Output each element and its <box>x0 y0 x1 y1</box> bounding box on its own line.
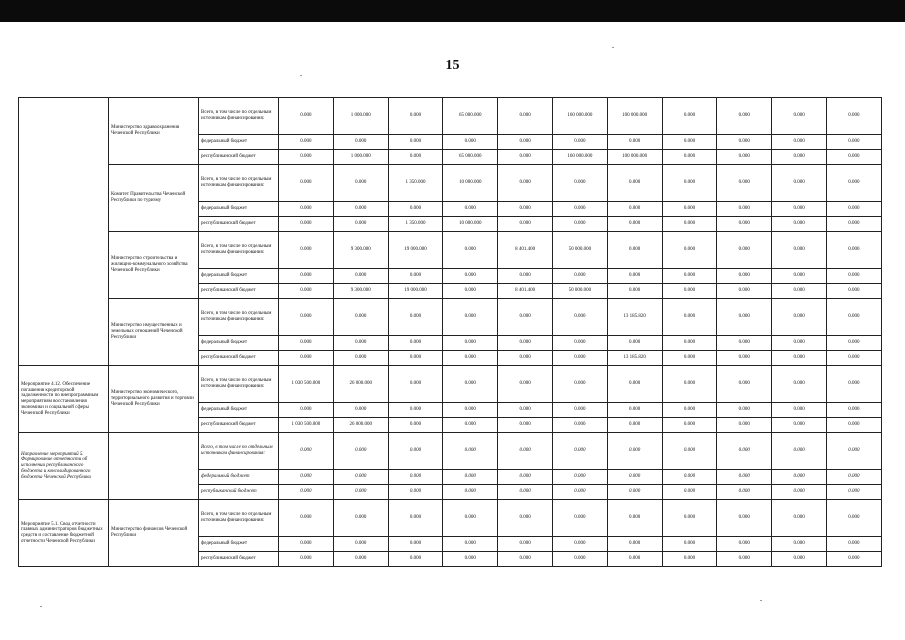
amount-cell: 26 000.000 <box>333 418 388 433</box>
amount-cell: 0.000 <box>498 366 553 403</box>
amount-cell: 0.000 <box>772 403 827 418</box>
amount-cell: 0.000 <box>826 217 881 232</box>
funding-source-cell: федеральный бюджет <box>199 135 279 150</box>
amount-cell: 13 185.820 <box>607 351 662 366</box>
amount-cell: 0.000 <box>388 98 443 135</box>
funding-source-cell: республиканский бюджет <box>199 418 279 433</box>
amount-cell: 65 000.000 <box>443 98 498 135</box>
amount-cell: 0.000 <box>607 403 662 418</box>
amount-cell: 0.000 <box>333 470 388 485</box>
funding-source-cell: республиканский бюджет <box>199 217 279 232</box>
amount-cell: 0.000 <box>388 418 443 433</box>
amount-cell: 0.000 <box>443 299 498 336</box>
amount-cell: 0.000 <box>443 269 498 284</box>
funding-source-cell: республиканский бюджет <box>199 150 279 165</box>
amount-cell: 0.000 <box>443 418 498 433</box>
amount-cell: 0.000 <box>772 485 827 500</box>
scan-speck <box>612 47 614 48</box>
amount-cell: 0.000 <box>388 403 443 418</box>
table-row <box>19 98 882 135</box>
amount-cell: 0.000 <box>826 552 881 567</box>
amount-cell: 1 350.000 <box>388 165 443 202</box>
amount-cell: 0.000 <box>333 165 388 202</box>
amount-cell: 0.000 <box>388 336 443 351</box>
amount-cell: 0.000 <box>388 269 443 284</box>
amount-cell: 0.000 <box>772 299 827 336</box>
amount-cell: 8 401.400 <box>498 284 553 299</box>
amount-cell: 0.000 <box>552 217 607 232</box>
amount-cell: 0.000 <box>662 433 717 470</box>
amount-cell: 0.000 <box>717 433 772 470</box>
amount-cell: 0.000 <box>498 552 553 567</box>
amount-cell: 0.000 <box>279 284 334 299</box>
amount-cell: 9 300.000 <box>333 284 388 299</box>
executor-cell: Министерство здравоохранения Чеченской Республики <box>109 98 199 165</box>
amount-cell: 0.000 <box>498 336 553 351</box>
amount-cell: 0.000 <box>498 165 553 202</box>
amount-cell: 0.000 <box>333 217 388 232</box>
amount-cell: 0.000 <box>279 500 334 537</box>
amount-cell: 0.000 <box>279 135 334 150</box>
amount-cell: 0.000 <box>388 552 443 567</box>
amount-cell: 0.000 <box>279 336 334 351</box>
amount-cell: 0.000 <box>717 165 772 202</box>
amount-cell: 100 000.000 <box>607 150 662 165</box>
amount-cell: 0.000 <box>607 165 662 202</box>
amount-cell: 0.000 <box>717 418 772 433</box>
amount-cell: 0.000 <box>388 150 443 165</box>
amount-cell: 0.000 <box>443 500 498 537</box>
amount-cell: 0.000 <box>498 418 553 433</box>
amount-cell: 0.000 <box>552 485 607 500</box>
amount-cell: 0.000 <box>717 299 772 336</box>
amount-cell: 0.000 <box>333 269 388 284</box>
amount-cell: 0.000 <box>552 433 607 470</box>
funding-source-cell: федеральный бюджет <box>199 269 279 284</box>
amount-cell: 0.000 <box>772 351 827 366</box>
amount-cell: 0.000 <box>662 299 717 336</box>
funding-source-cell: республиканский бюджет <box>199 552 279 567</box>
amount-cell: 0.000 <box>333 500 388 537</box>
amount-cell: 0.000 <box>443 485 498 500</box>
amount-cell: 0.000 <box>552 336 607 351</box>
amount-cell: 0.000 <box>772 202 827 217</box>
amount-cell: 0.000 <box>279 433 334 470</box>
amount-cell: 0.000 <box>826 418 881 433</box>
amount-cell: 0.000 <box>607 418 662 433</box>
funding-source-cell: федеральный бюджет <box>199 336 279 351</box>
amount-cell: 0.000 <box>498 485 553 500</box>
amount-cell: 0.000 <box>717 351 772 366</box>
amount-cell: 0.000 <box>333 299 388 336</box>
amount-cell: 0.000 <box>388 135 443 150</box>
amount-cell: 0.000 <box>826 470 881 485</box>
amount-cell: 0.000 <box>662 217 717 232</box>
amount-cell: 0.000 <box>333 135 388 150</box>
executor-cell: Министерство экономического, территориального развития и торговли Чеченской Республики <box>109 366 199 433</box>
funding-source-cell: республиканский бюджет <box>199 485 279 500</box>
amount-cell: 0.000 <box>443 232 498 269</box>
budget-table-body <box>19 98 882 567</box>
amount-cell: 0.000 <box>772 537 827 552</box>
amount-cell: 0.000 <box>662 351 717 366</box>
amount-cell: 0.000 <box>662 470 717 485</box>
amount-cell: 0.000 <box>443 135 498 150</box>
amount-cell: 0.000 <box>443 433 498 470</box>
amount-cell: 0.000 <box>552 299 607 336</box>
amount-cell: 0.000 <box>498 351 553 366</box>
amount-cell: 0.000 <box>772 150 827 165</box>
amount-cell: 0.000 <box>279 485 334 500</box>
amount-cell: 0.000 <box>662 150 717 165</box>
amount-cell: 0.000 <box>826 232 881 269</box>
amount-cell: 0.000 <box>552 403 607 418</box>
funding-source-cell: федеральный бюджет <box>199 470 279 485</box>
amount-cell: 13 185.820 <box>607 299 662 336</box>
amount-cell: 0.000 <box>607 552 662 567</box>
amount-cell: 0.000 <box>826 135 881 150</box>
amount-cell: 0.000 <box>498 202 553 217</box>
amount-cell: 0.000 <box>279 269 334 284</box>
amount-cell: 0.000 <box>279 202 334 217</box>
amount-cell: 0.000 <box>662 418 717 433</box>
amount-cell: 0.000 <box>717 150 772 165</box>
funding-source-cell: федеральный бюджет <box>199 537 279 552</box>
amount-cell: 0.000 <box>279 165 334 202</box>
amount-cell: 0.000 <box>279 98 334 135</box>
amount-cell: 0.000 <box>333 351 388 366</box>
amount-cell: 10 000.000 <box>443 217 498 232</box>
amount-cell: 0.000 <box>826 150 881 165</box>
amount-cell: 19 000.000 <box>388 284 443 299</box>
amount-cell: 0.000 <box>717 537 772 552</box>
amount-cell: 0.000 <box>443 202 498 217</box>
amount-cell: 1 030 500.000 <box>279 366 334 403</box>
amount-cell: 160 000.000 <box>552 150 607 165</box>
amount-cell: 1 000.000 <box>333 98 388 135</box>
amount-cell: 0.000 <box>772 366 827 403</box>
amount-cell: 0.000 <box>662 284 717 299</box>
amount-cell: 0.000 <box>388 485 443 500</box>
scan-speck <box>300 75 302 76</box>
amount-cell: 0.000 <box>607 217 662 232</box>
amount-cell: 0.000 <box>552 470 607 485</box>
amount-cell: 0.000 <box>279 351 334 366</box>
amount-cell: 0.000 <box>498 500 553 537</box>
executor-cell: Министерство финансов Чеченской Республики <box>109 500 199 567</box>
amount-cell: 100 000.000 <box>607 98 662 135</box>
amount-cell: 0.000 <box>772 336 827 351</box>
amount-cell: 0.000 <box>772 500 827 537</box>
funding-source-cell: Всего, в том числе по отдельным источникам финансирования: <box>199 232 279 269</box>
amount-cell: 0.000 <box>717 485 772 500</box>
funding-source-cell: Всего, в том числе по отдельным источникам финансирования: <box>199 98 279 135</box>
amount-cell: 0.000 <box>772 418 827 433</box>
amount-cell: 0.000 <box>607 269 662 284</box>
amount-cell: 50 000.000 <box>552 232 607 269</box>
amount-cell: 1 350.000 <box>388 217 443 232</box>
amount-cell: 0.000 <box>826 500 881 537</box>
table-row <box>19 165 882 202</box>
amount-cell: 0.000 <box>388 500 443 537</box>
amount-cell: 0.000 <box>717 269 772 284</box>
activity-cell: Направление мероприятий 5. Формирование отчетности об исполнении республиканского бюджета и консолидированного бюджета Чеченской Республики <box>19 433 109 500</box>
amount-cell: 0.000 <box>443 552 498 567</box>
amount-cell: 0.000 <box>826 537 881 552</box>
amount-cell: 0.000 <box>607 366 662 403</box>
amount-cell: 0.000 <box>717 336 772 351</box>
scan-top-bar <box>0 0 905 22</box>
amount-cell: 0.000 <box>333 537 388 552</box>
amount-cell: 0.000 <box>388 351 443 366</box>
amount-cell: 0.000 <box>388 202 443 217</box>
amount-cell: 0.000 <box>443 336 498 351</box>
amount-cell: 0.000 <box>607 485 662 500</box>
table-row <box>19 299 882 336</box>
amount-cell: 0.000 <box>826 485 881 500</box>
amount-cell: 0.000 <box>717 403 772 418</box>
amount-cell: 0.000 <box>607 284 662 299</box>
amount-cell: 0.000 <box>498 269 553 284</box>
amount-cell: 0.000 <box>717 98 772 135</box>
scan-speck <box>40 606 42 607</box>
amount-cell: 0.000 <box>443 366 498 403</box>
amount-cell: 0.000 <box>662 135 717 150</box>
amount-cell: 0.000 <box>772 217 827 232</box>
amount-cell: 0.000 <box>388 299 443 336</box>
activity-cell: Мероприятие 5.1. Свод отчетности главных администраторов бюджетных средств и составление бюджетной отчетности Чеченской Республики <box>19 500 109 567</box>
amount-cell: 50 000.000 <box>552 284 607 299</box>
amount-cell: 0.000 <box>443 470 498 485</box>
amount-cell: 26 000.000 <box>333 366 388 403</box>
amount-cell: 0.000 <box>826 269 881 284</box>
amount-cell: 0.000 <box>498 537 553 552</box>
amount-cell: 0.000 <box>662 98 717 135</box>
amount-cell: 0.000 <box>607 232 662 269</box>
executor-cell: Комитет Правительства Чеченской Республики по туризму <box>109 165 199 232</box>
amount-cell: 0.000 <box>443 284 498 299</box>
amount-cell: 0.000 <box>607 470 662 485</box>
amount-cell: 0.000 <box>717 135 772 150</box>
table-row <box>19 366 882 403</box>
amount-cell: 0.000 <box>279 232 334 269</box>
funding-source-cell: Всего, в том числе по отдельным источникам финансирования: <box>199 366 279 403</box>
amount-cell: 19 000.000 <box>388 232 443 269</box>
funding-source-cell: Всего, в том числе по отдельным источникам финансирования: <box>199 299 279 336</box>
amount-cell: 0.000 <box>279 403 334 418</box>
amount-cell: 0.000 <box>826 165 881 202</box>
scan-speck <box>760 600 762 601</box>
amount-cell: 0.000 <box>717 232 772 269</box>
amount-cell: 0.000 <box>498 217 553 232</box>
amount-cell: 0.000 <box>717 217 772 232</box>
amount-cell: 0.000 <box>607 537 662 552</box>
amount-cell: 0.000 <box>279 537 334 552</box>
amount-cell: 9 300.000 <box>333 232 388 269</box>
budget-table <box>18 97 882 567</box>
amount-cell: 0.000 <box>443 537 498 552</box>
amount-cell: 0.000 <box>772 269 827 284</box>
amount-cell: 1 000.000 <box>333 150 388 165</box>
amount-cell: 0.000 <box>772 433 827 470</box>
amount-cell: 0.000 <box>662 500 717 537</box>
amount-cell: 0.000 <box>662 269 717 284</box>
funding-source-cell: федеральный бюджет <box>199 202 279 217</box>
amount-cell: 0.000 <box>552 366 607 403</box>
amount-cell: 0.000 <box>717 470 772 485</box>
amount-cell: 65 000.000 <box>443 150 498 165</box>
amount-cell: 0.000 <box>333 403 388 418</box>
amount-cell: 0.000 <box>388 433 443 470</box>
amount-cell: 0.000 <box>498 150 553 165</box>
table-row <box>19 232 882 269</box>
amount-cell: 0.000 <box>826 98 881 135</box>
amount-cell: 0.000 <box>662 202 717 217</box>
amount-cell: 0.000 <box>607 135 662 150</box>
funding-source-cell: республиканский бюджет <box>199 351 279 366</box>
amount-cell: 0.000 <box>498 299 553 336</box>
amount-cell: 0.000 <box>662 485 717 500</box>
amount-cell: 0.000 <box>607 433 662 470</box>
funding-source-cell: Всего, в том числе по отдельным источникам финансирования: <box>199 165 279 202</box>
amount-cell: 0.000 <box>279 150 334 165</box>
amount-cell: 160 000.000 <box>552 98 607 135</box>
amount-cell: 0.000 <box>498 470 553 485</box>
amount-cell: 0.000 <box>552 135 607 150</box>
table-row <box>19 500 882 537</box>
amount-cell: 0.000 <box>607 202 662 217</box>
amount-cell: 0.000 <box>279 470 334 485</box>
amount-cell: 0.000 <box>826 202 881 217</box>
funding-source-cell: Всего, в том числе по отдельным источникам финансирования: <box>199 500 279 537</box>
amount-cell: 0.000 <box>772 284 827 299</box>
amount-cell: 0.000 <box>279 299 334 336</box>
table-row <box>19 433 882 470</box>
amount-cell: 0.000 <box>333 202 388 217</box>
executor-cell: Министерство строительства и жилищно-коммунального хозяйства Чеченской Республики <box>109 232 199 299</box>
amount-cell: 0.000 <box>552 418 607 433</box>
amount-cell: 0.000 <box>552 165 607 202</box>
amount-cell: 0.000 <box>717 366 772 403</box>
amount-cell: 0.000 <box>826 366 881 403</box>
funding-source-cell: республиканский бюджет <box>199 284 279 299</box>
amount-cell: 0.000 <box>607 336 662 351</box>
amount-cell: 0.000 <box>333 433 388 470</box>
amount-cell: 0.000 <box>552 202 607 217</box>
amount-cell: 0.000 <box>279 552 334 567</box>
executor-cell <box>109 433 199 500</box>
amount-cell: 0.000 <box>662 165 717 202</box>
amount-cell: 0.000 <box>826 351 881 366</box>
amount-cell: 0.000 <box>772 98 827 135</box>
amount-cell: 0.000 <box>333 552 388 567</box>
amount-cell: 0.000 <box>717 552 772 567</box>
amount-cell: 0.000 <box>826 403 881 418</box>
amount-cell: 0.000 <box>826 336 881 351</box>
amount-cell: 0.000 <box>443 403 498 418</box>
amount-cell: 0.000 <box>772 470 827 485</box>
amount-cell: 0.000 <box>826 284 881 299</box>
amount-cell: 0.000 <box>388 470 443 485</box>
amount-cell: 0.000 <box>552 269 607 284</box>
funding-source-cell: Всего, в том числе по отдельным источникам финансирования: <box>199 433 279 470</box>
page-number: 15 <box>445 58 460 73</box>
amount-cell: 0.000 <box>717 284 772 299</box>
amount-cell: 0.000 <box>826 433 881 470</box>
amount-cell: 0.000 <box>662 336 717 351</box>
amount-cell: 0.000 <box>772 232 827 269</box>
amount-cell: 0.000 <box>388 537 443 552</box>
amount-cell: 0.000 <box>552 552 607 567</box>
amount-cell: 0.000 <box>552 500 607 537</box>
amount-cell: 0.000 <box>498 135 553 150</box>
amount-cell: 0.000 <box>498 433 553 470</box>
amount-cell: 0.000 <box>607 500 662 537</box>
amount-cell: 0.000 <box>333 336 388 351</box>
amount-cell: 0.000 <box>498 98 553 135</box>
activity-cell <box>19 98 109 366</box>
amount-cell: 0.000 <box>662 552 717 567</box>
amount-cell: 0.000 <box>662 366 717 403</box>
amount-cell: 0.000 <box>388 366 443 403</box>
amount-cell: 0.000 <box>279 217 334 232</box>
amount-cell: 0.000 <box>443 351 498 366</box>
amount-cell: 1 030 500.000 <box>279 418 334 433</box>
funding-source-cell: федеральный бюджет <box>199 403 279 418</box>
amount-cell: 0.000 <box>826 299 881 336</box>
amount-cell: 0.000 <box>717 202 772 217</box>
amount-cell: 0.000 <box>662 403 717 418</box>
amount-cell: 0.000 <box>662 537 717 552</box>
amount-cell: 0.000 <box>772 552 827 567</box>
amount-cell: 0.000 <box>717 500 772 537</box>
amount-cell: 10 000.000 <box>443 165 498 202</box>
activity-cell: Мероприятие 4.12. Обеспечение погашения кредиторской задолженности по внепрограммным мероприятиям восстановления экономики и социальной сферы Чеченской Республики <box>19 366 109 433</box>
amount-cell: 0.000 <box>662 232 717 269</box>
executor-cell: Министерство имущественных и земельных отношений Чеченской Республики <box>109 299 199 366</box>
amount-cell: 0.000 <box>552 351 607 366</box>
amount-cell: 0.000 <box>772 135 827 150</box>
amount-cell: 0.000 <box>772 165 827 202</box>
amount-cell: 0.000 <box>333 485 388 500</box>
amount-cell: 0.000 <box>552 537 607 552</box>
amount-cell: 0.000 <box>498 403 553 418</box>
amount-cell: 8 401.400 <box>498 232 553 269</box>
